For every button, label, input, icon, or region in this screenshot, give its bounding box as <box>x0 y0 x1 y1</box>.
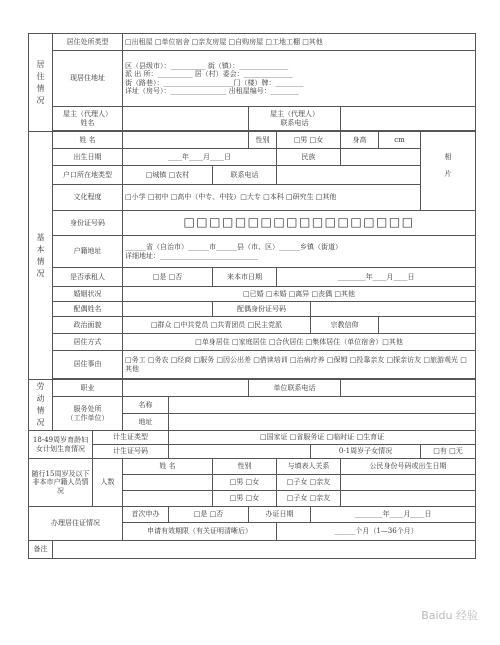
child01-label: 0-1周岁子女情况 <box>311 445 421 459</box>
photo-label: 相片 <box>444 152 453 187</box>
child01-options[interactable]: □有 □无 <box>421 445 476 459</box>
col-relation: 与填表人关系 <box>277 459 341 475</box>
reason-options[interactable]: □务工 □务农 □经商 □服务 □因公出差 □借读培训 □治病疗养 □保姆 □投靠亲友 □探亲访友 □旅游观光 □其他 <box>123 351 476 379</box>
cert-type-options[interactable]: □国家证 □省服务证 □临时证 □生育证 <box>169 431 476 445</box>
first-apply-label: 首次申办 <box>123 507 169 523</box>
minors-count-label: 人数 <box>93 459 123 507</box>
address-line-1: 区（县级市）：__________ 街（镇）：______________ <box>125 62 289 71</box>
workplace-name-field[interactable] <box>169 397 476 414</box>
employer-phone-label: 单位联系电话 <box>249 380 341 397</box>
ethnicity-label: 民族 <box>277 149 341 166</box>
dob-label: 出生日期 <box>53 149 123 166</box>
gender-label: 性别 <box>249 132 277 149</box>
owner-phone-label: 屋主（代理人） 联系电话 <box>249 107 341 131</box>
minor-2-gender-options[interactable]: □男 □女 <box>213 491 277 507</box>
cert-number-label: 计生证号码 <box>93 445 169 459</box>
residence-type-options[interactable]: □出租屋 □单位宿舍 □亲友房屋 □自购房屋 □工地工棚 □其他 <box>123 34 476 51</box>
cert-type-label: 计生证类型 <box>93 431 169 445</box>
arrive-date-field[interactable]: ________年____月____日 <box>277 268 476 287</box>
religion-field[interactable] <box>379 317 476 334</box>
first-apply-options[interactable]: □是 □否 <box>169 507 249 523</box>
hukou-type-options[interactable]: □城镇 □农村 <box>123 166 213 185</box>
women-family-planning-label: 18-49周岁育龄妇女计划生育情况 <box>29 431 93 459</box>
arrive-date-label: 来本市日期 <box>213 268 277 287</box>
spouse-name-field[interactable] <box>123 302 213 317</box>
workplace-label: 服务处所 （工作单位） <box>53 397 123 431</box>
dob-field[interactable]: ____年____月____日 <box>123 149 277 166</box>
spouse-id-field[interactable] <box>311 302 476 317</box>
workplace-address-field[interactable] <box>169 414 476 431</box>
gender-options[interactable]: □男 □女 <box>277 132 341 149</box>
permit-date-label: 办证日期 <box>249 507 311 523</box>
validity-field[interactable]: ______个月（1—36个月） <box>277 523 476 541</box>
spouse-name-label: 配偶姓名 <box>53 302 123 317</box>
job-label: 职业 <box>53 380 123 397</box>
name-field[interactable] <box>123 132 249 149</box>
renter-label: 是否承租人 <box>53 268 123 287</box>
id-number-label: 身份证号码 <box>53 211 123 236</box>
id-number-boxes[interactable]: □□□□□□□□□□□□□□□□□□ <box>123 211 476 236</box>
minor-1-gender-options[interactable]: □男 □女 <box>213 475 277 491</box>
education-options[interactable]: □小学 □初中 □高中（中专、中技）□大专 □本科 □研究生 □其他 <box>123 185 421 211</box>
height-unit[interactable]: cm <box>379 132 421 149</box>
validity-label: 申请有效期限（有关证明清晰后） <box>123 523 277 541</box>
address-fields[interactable] <box>123 51 476 107</box>
owner-phone-field[interactable] <box>341 107 476 131</box>
minor-1-name-field[interactable] <box>123 475 213 491</box>
religion-label: 宗教信仰 <box>311 317 379 334</box>
political-label: 政治面貌 <box>53 317 123 334</box>
residence-type-label: 居住处所类型 <box>53 34 123 51</box>
col-name: 姓 名 <box>123 459 213 475</box>
section-labor: 劳 动 情 况 <box>29 380 53 431</box>
spouse-id-label: 配偶身份证号码 <box>213 302 311 317</box>
col-gender: 性别 <box>213 459 277 475</box>
remark-field[interactable] <box>53 541 476 559</box>
owner-name-label: 屋主（代理人） 姓名 <box>53 107 123 131</box>
reason-label: 居住事由 <box>53 351 123 379</box>
remark-label: 备注 <box>29 541 53 559</box>
living-mode-label: 居住方式 <box>53 334 123 351</box>
ethnicity-field[interactable] <box>341 149 421 166</box>
marital-options[interactable]: □已婚 □未婚 □离异 □丧偶 □其他 <box>123 287 476 302</box>
employer-phone-field[interactable] <box>341 380 476 397</box>
living-mode-options[interactable]: □单身居住 □家庭居住 □合伙居住 □集体居住（单位宿舍）□其他 <box>123 334 476 351</box>
minor-2-id-field[interactable] <box>341 491 476 507</box>
hukou-address-label: 户籍地址 <box>53 236 123 268</box>
col-id: 公民身份号码或出生日期 <box>341 459 476 475</box>
hukou-address-line-2: 详细地址：____________________________ <box>125 251 258 260</box>
education-label: 文化程度 <box>53 185 123 211</box>
address-line-2: 派 出 所：__________ 居（村）委会：______________ <box>125 70 293 79</box>
job-field[interactable] <box>123 380 249 397</box>
section-residence: 居 住 情 况 <box>29 34 53 132</box>
hukou-address-field[interactable] <box>123 236 476 268</box>
minor-1-relation-options[interactable]: □子女 □亲友 <box>277 475 341 491</box>
address-label: 现居住地址 <box>53 51 123 107</box>
watermark: Baidu 经验 <box>421 609 478 622</box>
phone-field[interactable] <box>277 166 421 185</box>
hukou-type-label: 户口所在地类型 <box>53 166 123 185</box>
name-label: 姓 名 <box>53 132 123 149</box>
phone-label: 联系电话 <box>213 166 277 185</box>
permit-date-field[interactable]: ________年____月____日 <box>311 507 476 523</box>
owner-name-field[interactable] <box>123 107 249 131</box>
workplace-name-label: 名称 <box>123 397 169 414</box>
cert-number-field[interactable] <box>169 445 311 459</box>
renter-options[interactable]: □是 □否 <box>123 268 213 287</box>
minors-label: 随行15周岁及以下非本市户籍人员情况 <box>29 459 93 507</box>
photo-box[interactable] <box>421 132 476 211</box>
political-options[interactable]: □群众 □中共党员 □共青团员 □民主党派 <box>123 317 311 334</box>
address-line-4: 详址（房号）：________________ 出租屋编号：________ <box>125 86 299 95</box>
minor-2-name-field[interactable] <box>123 491 213 507</box>
minor-2-relation-options[interactable]: □子女 □亲友 <box>277 491 341 507</box>
marital-label: 婚姻状况 <box>53 287 123 302</box>
hukou-address-line-1: ______省（自治市）______市______县（市、区）______乡镇（街道） <box>125 243 342 252</box>
permit-label: 办理居住证情况 <box>29 507 123 541</box>
workplace-address-label: 地址 <box>123 414 169 431</box>
height-label: 身高 <box>341 132 379 149</box>
section-basic: 基 本 情 况 <box>29 132 53 380</box>
address-line-3: 街（路巷）：____________________门（楼）牌：________ <box>125 78 304 87</box>
registration-form <box>28 33 476 559</box>
minor-1-id-field[interactable] <box>341 475 476 491</box>
